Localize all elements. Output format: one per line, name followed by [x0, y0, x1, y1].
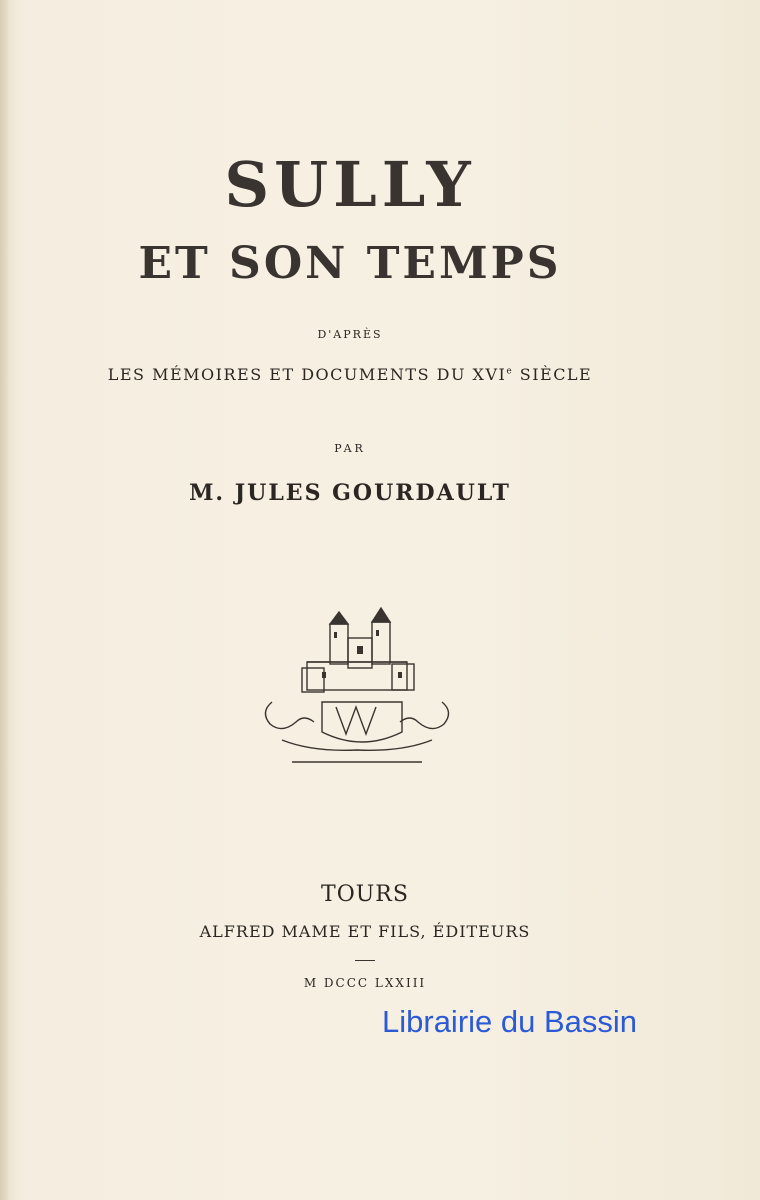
century-superscript: e [506, 366, 514, 377]
memoires-suffix: SIÈCLE [513, 365, 593, 384]
imprint-divider [355, 960, 375, 961]
imprint-year: M DCCC LXXIII [303, 976, 427, 990]
book-title: SULLY [224, 148, 476, 221]
author-name: M. JULES GOURDAULT [189, 480, 511, 506]
par-label: PAR [334, 442, 366, 455]
dapres-label: D'APRÈS [317, 328, 383, 341]
castle-printer-mark-icon [252, 602, 462, 772]
book-subtitle: ET SON TEMPS [138, 238, 562, 289]
memoires-prefix: LES MÉMOIRES ET DOCUMENTS DU XVI [107, 365, 507, 384]
imprint-publisher: ALFRED MAME ET FILS, ÉDITEURS [199, 922, 531, 941]
bookseller-watermark: Librairie du Bassin [382, 1004, 638, 1039]
imprint-city: TOURS [321, 882, 409, 907]
memoires-line [0, 365, 700, 384]
